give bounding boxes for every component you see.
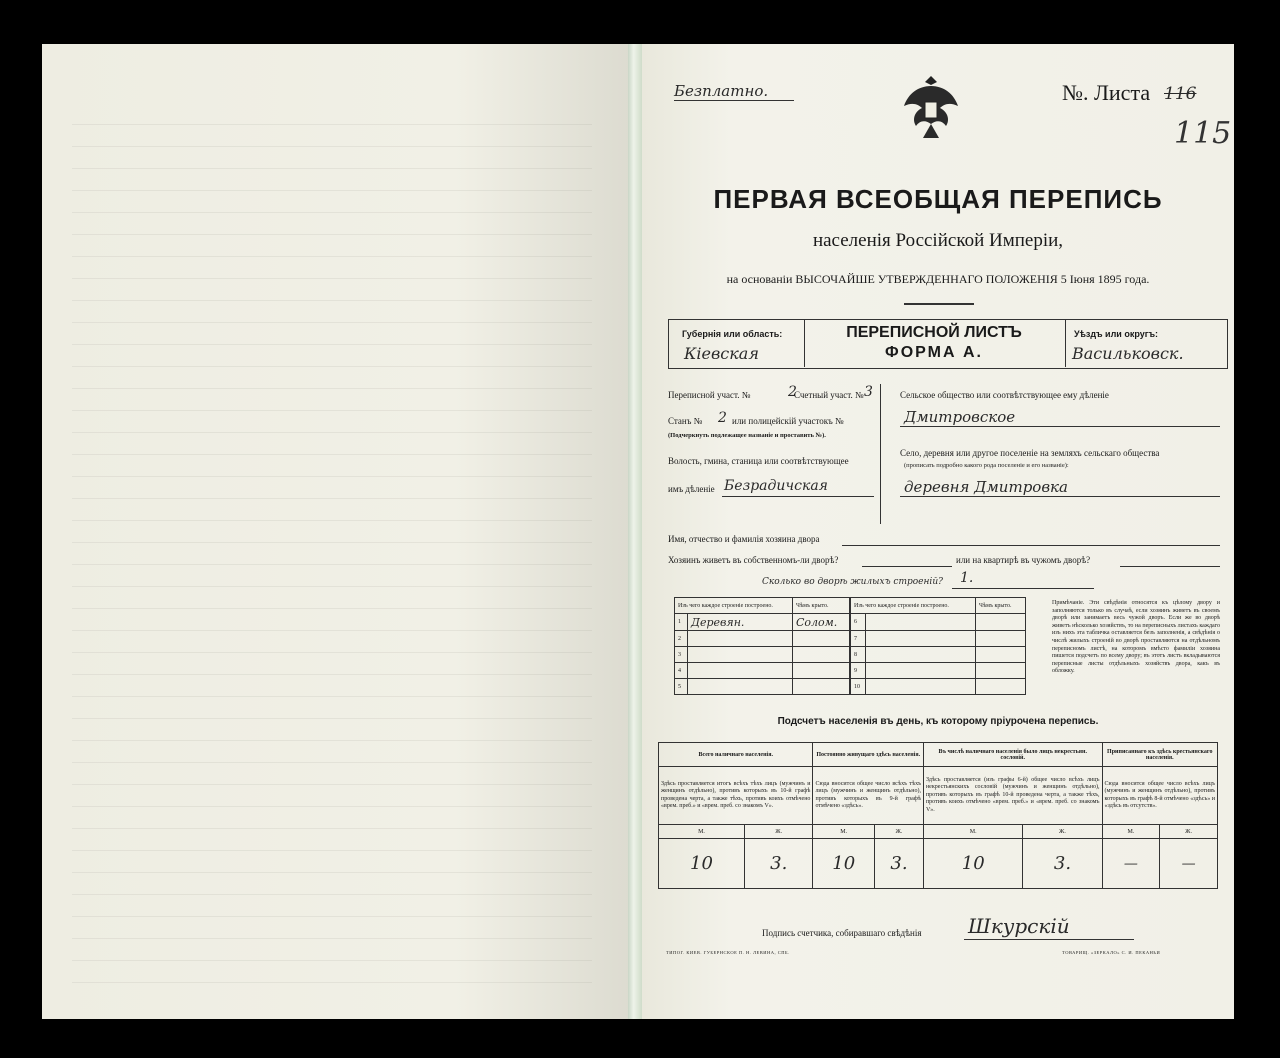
male-header: М. <box>813 825 875 839</box>
count-value: 10 <box>923 839 1022 889</box>
show-through-rule <box>72 740 592 741</box>
count-desc: Здѣсь проставляется (изъ графы 6-й) общее число всѣхъ лицъ некрестьянскихъ сословій (мужчинъ и женщинъ отдѣльно), противъ которыхъ въ графѣ 10-й проведена черта, а также тѣхъ, противъ коихъ отмѣчено «врем. преб.» и «врем. преб. со знакомъ V». <box>923 767 1102 825</box>
female-header: Ж. <box>1023 825 1102 839</box>
buildings-label: Сколько во дворѣ жилыхъ строеній? <box>762 577 943 587</box>
show-through-rule <box>72 454 592 455</box>
society-label: Сельское общество или соотвѣтствующее ему дѣленіе <box>900 390 1109 400</box>
row-number: 2 <box>675 631 688 647</box>
uezd-label: Уѣздъ или округъ: <box>1074 329 1159 339</box>
census-form-page <box>642 44 1234 1019</box>
count-header: Въ числѣ наличнаго населенія было лицъ некрестьян. сословій. <box>923 743 1102 767</box>
signature-value: Шкурскій <box>968 914 1070 938</box>
show-through-rule <box>72 894 592 895</box>
owner-own-label: Хозяинъ живетъ въ собственномъ-ли дворѣ? <box>668 555 839 565</box>
gubernia-value: Кіевская <box>684 344 759 363</box>
left-page-blank <box>42 44 632 1019</box>
show-through-rule <box>72 960 592 961</box>
show-through-rule <box>72 476 592 477</box>
show-through-rule <box>72 586 592 587</box>
show-through-rule <box>72 806 592 807</box>
village-label: Село, деревня или другое поселеніе на земляхъ сельскаго общества <box>900 448 1160 458</box>
volost-value: Безрадичская <box>724 478 828 494</box>
count-value: 3. <box>745 839 813 889</box>
show-through-rule <box>72 146 592 147</box>
show-through-rule <box>72 234 592 235</box>
row-number: 6 <box>851 614 866 631</box>
count-value: 3. <box>875 839 924 889</box>
structures-table-right <box>850 597 1026 695</box>
show-through-rule <box>72 410 592 411</box>
stan-value: 2 <box>718 410 727 426</box>
volost-label-2: имъ дѣленіе <box>668 484 715 494</box>
gubernia-label: Губернія или область: <box>682 329 783 339</box>
col-material-header: Изъ чего каждое строеніе построено. <box>851 598 976 614</box>
uchastok-label: Переписной участ. № <box>668 390 751 400</box>
sheet-number-label: №. Листа <box>1062 80 1151 105</box>
count-desc: Сюда вносится общее число всѣхъ тѣхъ лицъ (мужчинъ и женщинъ отдѣльно), противъ которыхъ въ 9-й графѣ отмѣчено «здѣсь». <box>813 767 924 825</box>
count-desc: Сюда вносится общее число всѣхъ лицъ (мужчинъ и женщинъ отдѣльно), противъ которыхъ въ графѣ 8-й отмѣчено «здѣсь» и «здѣсь въ отсутств». <box>1102 767 1217 825</box>
society-value: Дмитровское <box>904 408 1016 426</box>
show-through-rule <box>72 366 592 367</box>
form-name: ФОРМА А. <box>885 344 983 361</box>
show-through-rule <box>72 388 592 389</box>
show-through-rule <box>72 608 592 609</box>
male-header: М. <box>1102 825 1160 839</box>
structure-roof: Солом. <box>792 614 849 631</box>
village-note: (прописать подробно какого рода поселеніе и его названіе): <box>904 462 1069 469</box>
count-value: — <box>1160 839 1218 889</box>
show-through-rule <box>72 850 592 851</box>
owner-rent-label: или на квартирѣ въ чужомъ дворѣ? <box>956 555 1091 565</box>
sheet-number-value: 116 <box>1164 84 1197 104</box>
count-value: 10 <box>813 839 875 889</box>
male-header: М. <box>659 825 745 839</box>
show-through-rule <box>72 256 592 257</box>
count-value: 10 <box>659 839 745 889</box>
show-through-rule <box>72 212 592 213</box>
show-through-rule <box>72 828 592 829</box>
row-number: 7 <box>851 631 866 647</box>
row-number: 10 <box>851 679 866 695</box>
count-header: Приписаннаго къ здѣсь крестьянскаго населенія. <box>1102 743 1217 767</box>
uezd-value: Васильковск. <box>1072 344 1184 363</box>
show-through-rule <box>72 300 592 301</box>
police-label: или полицейскій участокъ № <box>732 416 844 426</box>
structures-note: Примѣчаніе. Эти свѣдѣнія относятся къ цѣлому двору и заполняются только въ случаѣ, если хозяинъ живетъ въ своемъ дворѣ или занимаетъ весь чужой дворъ. Если же во дворѣ живетъ нѣсколько хозяйствъ, то на переписныхъ листахъ каждаго изъ нихъ эта табличка оставляется безъ заполненія, а свѣдѣнія о числѣ жилыхъ строеній во дворѣ проставляются на отдѣльномъ переписномъ листѣ, на которомъ вмѣсто фамиліи хозяина пишется подсчетъ по всему двору; въ этотъ листъ вкладываются переписные листы отдѣльныхъ хозяйствъ двора, какъ въ обложку. <box>1052 600 1220 675</box>
row-number: 8 <box>851 647 866 663</box>
count-value: 3. <box>1023 839 1102 889</box>
signature-label: Подпись счетчика, собиравшаго свѣдѣнія <box>762 928 922 938</box>
show-through-rule <box>72 124 592 125</box>
field-divider <box>880 384 881 524</box>
count-value: — <box>1102 839 1160 889</box>
schetny-value: 3 <box>864 384 873 400</box>
page-title: ПЕРВАЯ ВСЕОБЩАЯ ПЕРЕПИСЬ <box>713 184 1163 214</box>
show-through-rule <box>72 498 592 499</box>
show-through-rule <box>72 652 592 653</box>
structures-table-left <box>674 597 850 695</box>
buildings-value: 1. <box>960 570 974 586</box>
female-header: Ж. <box>1160 825 1218 839</box>
show-through-rule <box>72 168 592 169</box>
row-number: 1 <box>675 614 688 631</box>
printer-imprint-right: ТОВАРИЩ. «ЗЕРКАЛО» С. И. ПЕКАНЬИ <box>1062 950 1161 955</box>
show-through-rule <box>72 432 592 433</box>
show-through-rule <box>72 982 592 983</box>
col-roof-header: Чѣмъ крыто. <box>975 598 1025 614</box>
male-header: М. <box>923 825 1022 839</box>
structure-material: Деревян. <box>688 614 793 631</box>
row-number: 5 <box>675 679 688 695</box>
stan-label: Станъ № <box>668 416 703 426</box>
printer-imprint-left: ТИПОГ. КИЕВ. ГУБЕРНСКОЕ П. Н. ЛЕВИНА, СПБ. <box>666 950 790 955</box>
binding-gutter <box>628 44 642 1019</box>
schetny-label: Счетный участ. № <box>794 390 864 400</box>
volost-label: Волость, гмина, станица или соотвѣтствующее <box>668 456 849 466</box>
show-through-rule <box>72 762 592 763</box>
count-header: Постоянно живущаго здѣсь населенія. <box>813 743 924 767</box>
count-header: Всего наличнаго населенія. <box>659 743 813 767</box>
show-through-rule <box>72 916 592 917</box>
show-through-rule <box>72 630 592 631</box>
village-value: деревня Дмитровка <box>904 478 1068 496</box>
show-through-rule <box>72 938 592 939</box>
archive-stamp-number: 115 <box>1174 116 1232 151</box>
legal-basis: на основаніи ВЫСОЧАЙШЕ УТВЕРЖДЕННАГО ПОЛОЖЕНІЯ 5 Іюня 1895 года. <box>726 272 1150 286</box>
col-roof-header: Чѣмъ крыто. <box>792 598 849 614</box>
page-subtitle: населенія Россійской Имперіи, <box>812 230 1064 251</box>
show-through-rule <box>72 872 592 873</box>
show-through-rule <box>72 564 592 565</box>
show-through-rule <box>72 520 592 521</box>
underline-note: (Подчеркнуть подлежащее названіе и проставить №). <box>668 432 826 439</box>
divider <box>904 303 974 305</box>
col-material-header: Изъ чего каждое строеніе построено. <box>675 598 793 614</box>
show-through-rule <box>72 718 592 719</box>
female-header: Ж. <box>875 825 924 839</box>
row-number: 4 <box>675 663 688 679</box>
uchastok-value: 2 <box>788 384 797 400</box>
population-count-table <box>658 742 1218 889</box>
show-through-rule <box>72 674 592 675</box>
show-through-rule <box>72 322 592 323</box>
show-through-rule <box>72 542 592 543</box>
imperial-eagle-emblem <box>900 72 962 146</box>
show-through-rule <box>72 278 592 279</box>
row-number: 9 <box>851 663 866 679</box>
owner-name-label: Имя, отчество и фамилія хозяина двора <box>668 534 820 544</box>
count-desc: Здѣсь проставляется итогъ всѣхъ тѣхъ лицъ (мужчинъ и женщинъ отдѣльно), противъ которыхъ въ 10-й графѣ проведена черта, а также тѣхъ, противъ коихъ отмѣчено «врем. преб.» и «врем. преб. со знакомъ V». <box>659 767 813 825</box>
sheet-title: ПЕРЕПИСНОЙ ЛИСТЪ <box>846 324 1022 341</box>
show-through-rule <box>72 344 592 345</box>
free-label: Безплатно. <box>674 82 769 100</box>
show-through-rule <box>72 190 592 191</box>
show-through-rule <box>72 696 592 697</box>
female-header: Ж. <box>745 825 813 839</box>
count-title: Подсчетъ населенія въ день, къ которому пріурочена перепись. <box>777 716 1099 727</box>
show-through-rule <box>72 784 592 785</box>
row-number: 3 <box>675 647 688 663</box>
